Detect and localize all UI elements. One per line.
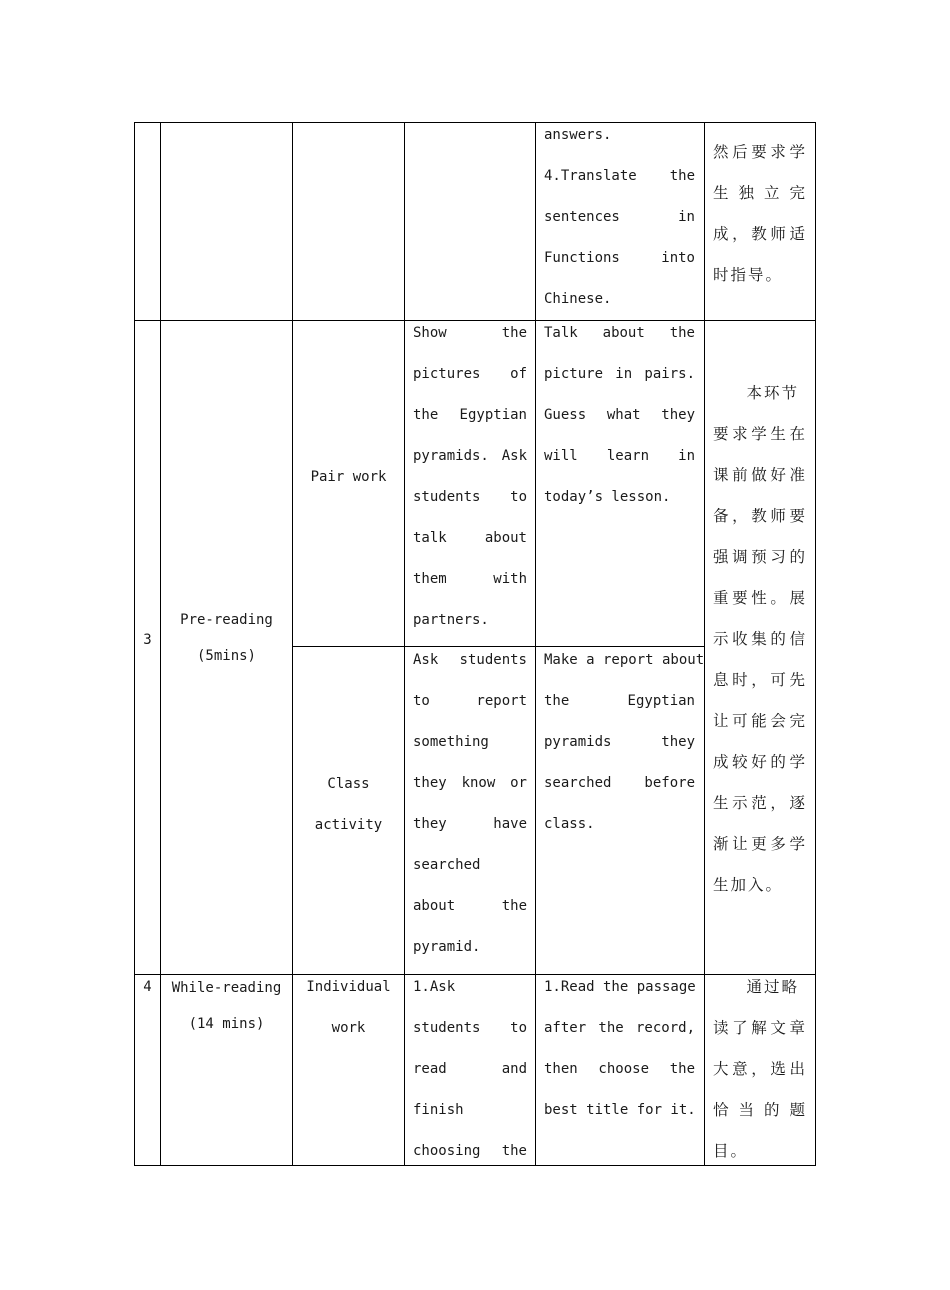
student-activity-cell (544, 115, 695, 320)
text-line: to report (413, 693, 527, 709)
note-line: 成，教师适 (713, 225, 807, 243)
text-line: the Egyptian (413, 407, 527, 423)
form-label: Pair work (310, 469, 387, 485)
note-line: 大意，选出 (713, 1060, 807, 1078)
text-line: pyramid. (413, 939, 481, 955)
text-line: searched before (544, 775, 695, 791)
text-line: will learn in (544, 448, 695, 464)
teacher-activity-cell (413, 640, 527, 968)
text-line: they have (413, 816, 527, 832)
student-activity-cell (544, 640, 705, 845)
form-label: work (331, 1020, 366, 1036)
student-activity-cell (544, 967, 695, 1131)
text-line: picture in pairs. (544, 366, 695, 382)
student-activity-cell (544, 313, 695, 518)
text-line: students to (413, 1020, 527, 1036)
form-label: activity (314, 817, 383, 833)
text-line: Guess what they (544, 407, 695, 423)
note-line: 生独立完 (713, 184, 807, 202)
text-line: pyramids they (544, 734, 695, 750)
column-divider (404, 122, 405, 1166)
text-line: the Egyptian (544, 693, 695, 709)
table-border-top (134, 122, 816, 123)
text-line: choosing the (413, 1143, 527, 1159)
text-line: Ask students (413, 652, 527, 668)
note-line: 渐让更多学 (713, 835, 807, 853)
text-line: searched (413, 857, 481, 873)
note-line: 目。 (713, 1142, 749, 1160)
text-line: 1.Ask (413, 979, 456, 995)
design-note-cell (713, 132, 807, 296)
note-line: 成较好的学 (713, 753, 807, 771)
text-line: pictures of (413, 366, 527, 382)
note-line: 本环节 (746, 384, 799, 402)
text-line: Show the (413, 325, 527, 341)
text-line: after the record, (544, 1020, 695, 1036)
note-line: 示收集的信 (713, 630, 807, 648)
text-line: about the (413, 898, 527, 914)
text-line: finish (413, 1102, 464, 1118)
stage-name: Pre-reading (180, 612, 273, 628)
text-line: today’s lesson. (544, 489, 671, 505)
text-line: best title for it. (544, 1102, 696, 1118)
note-line: 备，教师要 (713, 507, 807, 525)
step-number: 4 (143, 979, 152, 995)
activity-form-cell (293, 967, 404, 1049)
stage-cell (161, 970, 292, 1042)
note-line: 时指导。 (713, 266, 784, 284)
text-line: class. (544, 816, 595, 832)
stage-duration: (14 mins) (188, 1016, 265, 1032)
text-line: something (413, 734, 489, 750)
text-line: read and (413, 1061, 527, 1077)
activity-form-cell (293, 764, 404, 846)
column-divider (704, 122, 705, 1166)
note-line: 生加入。 (713, 876, 784, 894)
table-border-right (815, 122, 816, 1166)
text-line: Make a report about (544, 652, 705, 668)
note-line: 让可能会完 (713, 712, 807, 730)
step-number: 3 (143, 632, 152, 648)
stage-name: While-reading (171, 980, 282, 996)
activity-form-cell (293, 457, 404, 498)
text-line: talk about (413, 530, 527, 546)
note-line: 读了解文章 (713, 1019, 807, 1037)
design-note-cell (713, 373, 807, 906)
note-line: 通过略 (746, 978, 799, 996)
text-line: students to (413, 489, 527, 505)
form-label: Individual (306, 979, 391, 995)
text-line: pyramids. Ask (413, 448, 527, 464)
text-line: partners. (413, 612, 489, 628)
teacher-activity-cell (413, 313, 527, 641)
text-line: then choose the (544, 1061, 695, 1077)
design-note-cell (713, 967, 807, 1172)
text-line: Functions into (544, 250, 695, 266)
text-line: answers. (544, 127, 612, 143)
form-label: Class (327, 776, 370, 792)
text-line: 1.Read the passage (544, 979, 696, 995)
text-line: Talk about the (544, 325, 695, 341)
note-line: 重要性。展 (713, 589, 807, 607)
column-divider (535, 122, 536, 1166)
text-line: sentences in (544, 209, 695, 225)
note-line: 息时，可先 (713, 671, 807, 689)
note-line: 生示范，逐 (713, 794, 807, 812)
text-line: Chinese. (544, 291, 612, 307)
text-line: they know or (413, 775, 527, 791)
note-line: 恰当的题 (713, 1101, 807, 1119)
note-line: 然后要求学 (713, 143, 807, 161)
text-line: them with (413, 571, 527, 587)
note-line: 课前做好准 (713, 466, 807, 484)
stage-cell (161, 602, 292, 674)
text-line: 4.Translate the (544, 168, 695, 184)
note-line: 要求学生在 (713, 425, 807, 443)
teacher-activity-cell (413, 967, 527, 1172)
stage-duration: (5mins) (196, 648, 256, 664)
note-line: 强调预习的 (713, 548, 807, 566)
